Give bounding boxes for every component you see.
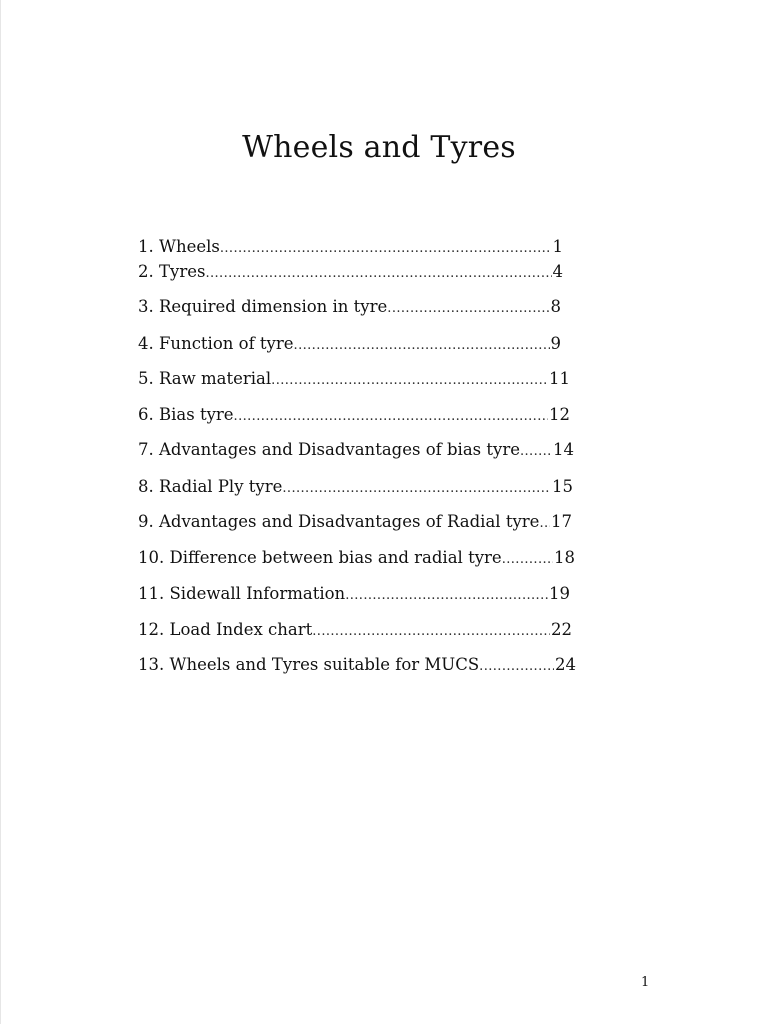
- toc-entry-page: 9: [550, 334, 561, 353]
- toc-dot-leader: [520, 442, 552, 462]
- toc-entry: [138, 548, 575, 570]
- page-number: 1: [641, 975, 650, 990]
- toc-entry-page: 4: [552, 262, 563, 281]
- toc-dot-leader: [271, 371, 548, 391]
- toc-entry-page: 12: [549, 405, 570, 424]
- toc-entry: [138, 477, 573, 499]
- toc-entry-page: 18: [554, 548, 575, 567]
- toc-dot-leader: [312, 622, 550, 642]
- toc-entry: [138, 584, 570, 606]
- toc-entry: [138, 297, 561, 319]
- toc-entry-page: 11: [549, 369, 570, 388]
- toc-entry-page: 14: [553, 440, 574, 459]
- page-title: Wheels and Tyres: [242, 130, 516, 166]
- toc-entry-page: 15: [552, 477, 573, 496]
- toc-entry-label: 1. Wheels: [138, 237, 220, 256]
- toc-entry: [138, 655, 576, 677]
- toc-entry-label: 12. Load Index chart: [138, 620, 313, 639]
- toc-entry-page: 22: [551, 620, 572, 639]
- toc-entry-label: 10. Difference between bias and radial tyre: [138, 548, 502, 567]
- toc-entry: [138, 369, 570, 391]
- toc-entry: [138, 334, 561, 356]
- toc-entry-page: 19: [549, 584, 570, 603]
- toc-entry-label: 5. Raw material: [138, 369, 272, 388]
- toc-dot-leader: [220, 239, 552, 259]
- toc-entry-label: 11. Sidewall Information: [138, 584, 346, 603]
- toc-dot-leader: [234, 407, 548, 427]
- toc-entry-label: 9. Advantages and Disadvantages of Radial tyre: [138, 512, 540, 531]
- toc-entry-label: 8. Radial Ply tyre: [138, 477, 283, 496]
- toc-entry: [138, 405, 570, 427]
- toc-entry-label: 7. Advantages and Disadvantages of bias tyre: [138, 440, 520, 459]
- toc-entry: [138, 237, 563, 259]
- toc-entry: [138, 262, 563, 284]
- toc-entry-label: 13. Wheels and Tyres suitable for MUCS: [138, 655, 480, 674]
- toc-entry-page: 8: [550, 297, 561, 316]
- toc-entry: [138, 440, 574, 462]
- toc-dot-leader: [282, 479, 551, 499]
- toc-dot-leader: [539, 514, 550, 534]
- toc-entry: [138, 620, 572, 642]
- toc-dot-leader: [479, 657, 554, 677]
- toc-dot-leader: [502, 550, 553, 570]
- toc-entry-page: 17: [551, 512, 572, 531]
- toc-dot-leader: [205, 264, 551, 284]
- toc-entry-label: 2. Tyres: [138, 262, 206, 281]
- toc-dot-leader: [387, 299, 549, 319]
- toc-entry-page: 24: [555, 655, 576, 674]
- toc-entry-label: 6. Bias tyre: [138, 405, 234, 424]
- toc-entry-label: 4. Function of tyre: [138, 334, 294, 353]
- toc-dot-leader: [294, 336, 550, 356]
- toc-entry-label: 3. Required dimension in tyre: [138, 297, 388, 316]
- toc-entry: [138, 512, 572, 534]
- toc-entry-page: 1: [552, 237, 563, 256]
- toc-dot-leader: [345, 586, 548, 606]
